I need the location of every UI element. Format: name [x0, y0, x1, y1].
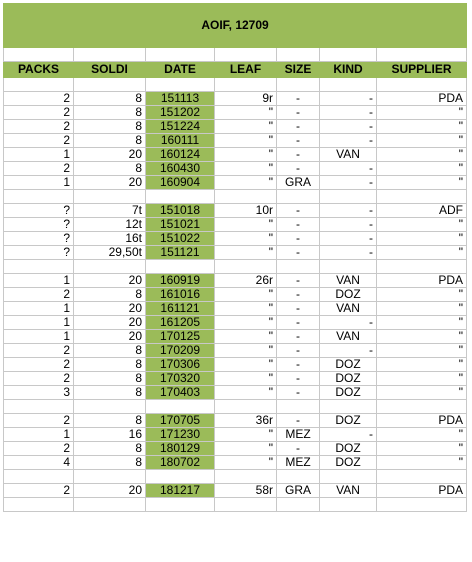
empty-cell[interactable]: [277, 190, 320, 204]
empty-cell[interactable]: [74, 78, 146, 92]
empty-cell[interactable]: [320, 48, 377, 62]
empty-cell[interactable]: [215, 260, 277, 274]
header-leaf[interactable]: LEAF: [215, 62, 277, 78]
kind-cell[interactable]: -: [320, 134, 377, 148]
kind-cell[interactable]: VAN: [320, 148, 377, 162]
kind-cell[interactable]: VAN: [320, 330, 377, 344]
empty-cell[interactable]: [74, 470, 146, 484]
table-row: [4, 246, 467, 260]
packs-cell[interactable]: ?: [4, 204, 74, 218]
empty-cell[interactable]: [320, 78, 377, 92]
soldi-cell[interactable]: 20: [74, 316, 146, 330]
soldi-cell[interactable]: 7t: [74, 204, 146, 218]
soldi-cell[interactable]: 8: [74, 456, 146, 470]
empty-cell[interactable]: [215, 78, 277, 92]
empty-cell[interactable]: [277, 470, 320, 484]
leaf-cell[interactable]: 10r: [215, 204, 277, 218]
kind-cell[interactable]: DOZ: [320, 456, 377, 470]
leaf-cell[interactable]: ": [215, 456, 277, 470]
leaf-cell[interactable]: ": [215, 232, 277, 246]
packs-cell[interactable]: 1: [4, 274, 74, 288]
soldi-cell[interactable]: 8: [74, 372, 146, 386]
supplier-cell[interactable]: PDA: [377, 92, 467, 106]
spacer-row: [4, 190, 467, 204]
size-cell[interactable]: -: [277, 344, 320, 358]
empty-cell[interactable]: [277, 78, 320, 92]
table-row: [4, 414, 467, 428]
table-row: [4, 92, 467, 106]
kind-cell[interactable]: -: [320, 428, 377, 442]
supplier-cell[interactable]: ": [377, 428, 467, 442]
leaf-cell[interactable]: ": [215, 316, 277, 330]
packs-cell[interactable]: 1: [4, 302, 74, 316]
kind-cell[interactable]: DOZ: [320, 372, 377, 386]
table-row: [4, 372, 467, 386]
soldi-cell[interactable]: 8: [74, 162, 146, 176]
soldi-cell[interactable]: 8: [74, 386, 146, 400]
leaf-cell[interactable]: ": [215, 330, 277, 344]
empty-cell[interactable]: [146, 400, 215, 414]
soldi-cell[interactable]: 16t: [74, 232, 146, 246]
soldi-cell[interactable]: 20: [74, 484, 146, 498]
header-size[interactable]: SIZE: [277, 62, 320, 78]
empty-cell[interactable]: [377, 190, 467, 204]
header-kind[interactable]: KIND: [320, 62, 377, 78]
leaf-cell[interactable]: ": [215, 442, 277, 456]
date-cell[interactable]: 151113: [146, 92, 215, 106]
empty-cell[interactable]: [74, 260, 146, 274]
leaf-cell[interactable]: ": [215, 106, 277, 120]
spacer-row: [4, 400, 467, 414]
date-cell[interactable]: 151121: [146, 246, 215, 260]
leaf-cell[interactable]: ": [215, 120, 277, 134]
table-row: [4, 274, 467, 288]
soldi-cell[interactable]: 8: [74, 358, 146, 372]
header-packs[interactable]: PACKS: [4, 62, 74, 78]
size-cell[interactable]: -: [277, 330, 320, 344]
header-date[interactable]: DATE: [146, 62, 215, 78]
date-cell[interactable]: 160919: [146, 274, 215, 288]
date-cell[interactable]: 160430: [146, 162, 215, 176]
packs-cell[interactable]: ?: [4, 246, 74, 260]
soldi-cell[interactable]: 20: [74, 274, 146, 288]
packs-cell[interactable]: 1: [4, 428, 74, 442]
empty-cell[interactable]: [74, 498, 146, 512]
empty-cell[interactable]: [377, 260, 467, 274]
header-supplier[interactable]: SUPPLIER: [377, 62, 467, 78]
packs-cell[interactable]: 2: [4, 372, 74, 386]
date-cell[interactable]: 151021: [146, 218, 215, 232]
size-cell[interactable]: -: [277, 358, 320, 372]
table-row: [4, 162, 467, 176]
size-cell[interactable]: -: [277, 302, 320, 316]
size-cell[interactable]: GRA: [277, 484, 320, 498]
date-cell[interactable]: 170705: [146, 414, 215, 428]
soldi-cell[interactable]: 8: [74, 120, 146, 134]
kind-cell[interactable]: -: [320, 92, 377, 106]
kind-cell[interactable]: -: [320, 176, 377, 190]
packs-cell[interactable]: 2: [4, 162, 74, 176]
kind-cell[interactable]: -: [320, 162, 377, 176]
empty-cell[interactable]: [215, 48, 277, 62]
empty-cell[interactable]: [74, 400, 146, 414]
table-row: [4, 456, 467, 470]
supplier-cell[interactable]: ": [377, 120, 467, 134]
supplier-cell[interactable]: ": [377, 442, 467, 456]
supplier-cell[interactable]: ": [377, 358, 467, 372]
empty-cell[interactable]: [320, 260, 377, 274]
empty-cell[interactable]: [146, 470, 215, 484]
empty-cell[interactable]: [320, 470, 377, 484]
empty-cell[interactable]: [74, 48, 146, 62]
date-cell[interactable]: 151022: [146, 232, 215, 246]
date-cell[interactable]: 161205: [146, 316, 215, 330]
soldi-cell[interactable]: 20: [74, 148, 146, 162]
kind-cell[interactable]: VAN: [320, 484, 377, 498]
supplier-cell[interactable]: PDA: [377, 414, 467, 428]
empty-cell[interactable]: [146, 78, 215, 92]
size-cell[interactable]: -: [277, 218, 320, 232]
packs-cell[interactable]: ?: [4, 218, 74, 232]
date-cell[interactable]: 180129: [146, 442, 215, 456]
date-cell[interactable]: 161121: [146, 302, 215, 316]
spacer-row: [4, 78, 467, 92]
soldi-cell[interactable]: 16: [74, 428, 146, 442]
date-cell[interactable]: 160124: [146, 148, 215, 162]
leaf-cell[interactable]: ": [215, 176, 277, 190]
header-row: [4, 62, 467, 78]
size-cell[interactable]: -: [277, 372, 320, 386]
table-row: [4, 302, 467, 316]
date-cell[interactable]: 171230: [146, 428, 215, 442]
empty-cell[interactable]: [320, 400, 377, 414]
size-cell[interactable]: -: [277, 246, 320, 260]
size-cell[interactable]: MEZ: [277, 428, 320, 442]
kind-cell[interactable]: DOZ: [320, 358, 377, 372]
supplier-cell[interactable]: ": [377, 162, 467, 176]
table-row: [4, 344, 467, 358]
packs-cell[interactable]: 2: [4, 484, 74, 498]
size-cell[interactable]: -: [277, 288, 320, 302]
supplier-cell[interactable]: ": [377, 344, 467, 358]
size-cell[interactable]: -: [277, 162, 320, 176]
size-cell[interactable]: -: [277, 106, 320, 120]
date-cell[interactable]: 161016: [146, 288, 215, 302]
packs-cell[interactable]: 2: [4, 358, 74, 372]
packs-cell[interactable]: 2: [4, 134, 74, 148]
soldi-cell[interactable]: 20: [74, 176, 146, 190]
soldi-cell[interactable]: 8: [74, 134, 146, 148]
kind-cell[interactable]: -: [320, 316, 377, 330]
empty-cell[interactable]: [277, 260, 320, 274]
table-row: [4, 428, 467, 442]
soldi-cell[interactable]: 20: [74, 330, 146, 344]
leaf-cell[interactable]: ": [215, 344, 277, 358]
leaf-cell[interactable]: ": [215, 288, 277, 302]
leaf-cell[interactable]: ": [215, 148, 277, 162]
empty-cell[interactable]: [215, 400, 277, 414]
leaf-cell[interactable]: ": [215, 358, 277, 372]
packs-cell[interactable]: 2: [4, 92, 74, 106]
packs-cell[interactable]: 1: [4, 316, 74, 330]
kind-cell[interactable]: DOZ: [320, 386, 377, 400]
empty-cell[interactable]: [377, 400, 467, 414]
table-row: [4, 120, 467, 134]
date-cell[interactable]: 151202: [146, 106, 215, 120]
table-row: [4, 386, 467, 400]
soldi-cell[interactable]: 20: [74, 302, 146, 316]
supplier-cell[interactable]: ": [377, 176, 467, 190]
spreadsheet: [3, 3, 466, 512]
soldi-cell[interactable]: 8: [74, 288, 146, 302]
supplier-cell[interactable]: ": [377, 106, 467, 120]
supplier-cell[interactable]: ": [377, 232, 467, 246]
empty-cell[interactable]: [377, 498, 467, 512]
title-row: [4, 4, 467, 48]
empty-cell[interactable]: [4, 498, 74, 512]
packs-cell[interactable]: 2: [4, 288, 74, 302]
packs-cell[interactable]: 2: [4, 106, 74, 120]
date-cell[interactable]: 170306: [146, 358, 215, 372]
empty-cell[interactable]: [377, 78, 467, 92]
empty-cell[interactable]: [215, 190, 277, 204]
packs-cell[interactable]: 1: [4, 148, 74, 162]
supplier-cell[interactable]: ": [377, 134, 467, 148]
packs-cell[interactable]: 4: [4, 456, 74, 470]
table-row: [4, 134, 467, 148]
leaf-cell[interactable]: ": [215, 302, 277, 316]
size-cell[interactable]: MEZ: [277, 456, 320, 470]
soldi-cell[interactable]: 8: [74, 344, 146, 358]
supplier-cell[interactable]: ADF: [377, 204, 467, 218]
packs-cell[interactable]: 1: [4, 176, 74, 190]
empty-cell[interactable]: [320, 498, 377, 512]
kind-cell[interactable]: VAN: [320, 302, 377, 316]
leaf-cell[interactable]: ": [215, 386, 277, 400]
empty-cell[interactable]: [146, 48, 215, 62]
kind-cell[interactable]: -: [320, 106, 377, 120]
leaf-cell[interactable]: ": [215, 218, 277, 232]
spacer-row: [4, 260, 467, 274]
supplier-cell[interactable]: ": [377, 148, 467, 162]
empty-cell[interactable]: [146, 498, 215, 512]
table-row: [4, 176, 467, 190]
spacer-row: [4, 498, 467, 512]
table-row: [4, 288, 467, 302]
kind-cell[interactable]: -: [320, 120, 377, 134]
empty-cell[interactable]: [215, 470, 277, 484]
supplier-cell[interactable]: ": [377, 316, 467, 330]
supplier-cell[interactable]: ": [377, 456, 467, 470]
table-row: [4, 204, 467, 218]
leaf-cell[interactable]: 26r: [215, 274, 277, 288]
packs-cell[interactable]: 2: [4, 344, 74, 358]
table-row: [4, 316, 467, 330]
spacer-row: [4, 470, 467, 484]
table-row: [4, 358, 467, 372]
empty-cell[interactable]: [277, 48, 320, 62]
empty-cell[interactable]: [377, 470, 467, 484]
date-cell[interactable]: 170125: [146, 330, 215, 344]
table-row: [4, 442, 467, 456]
date-cell[interactable]: 181217: [146, 484, 215, 498]
packs-cell[interactable]: 2: [4, 442, 74, 456]
size-cell[interactable]: -: [277, 148, 320, 162]
empty-cell[interactable]: [146, 190, 215, 204]
date-cell[interactable]: 170209: [146, 344, 215, 358]
date-cell[interactable]: 160904: [146, 176, 215, 190]
leaf-cell[interactable]: ": [215, 428, 277, 442]
sheet-title[interactable]: AOIF, 12709: [4, 4, 467, 48]
date-cell[interactable]: 180702: [146, 456, 215, 470]
soldi-cell[interactable]: 8: [74, 92, 146, 106]
header-soldi[interactable]: SOLDI: [74, 62, 146, 78]
size-cell[interactable]: -: [277, 386, 320, 400]
date-cell[interactable]: 170320: [146, 372, 215, 386]
ledger-table: [3, 3, 467, 512]
empty-cell[interactable]: [215, 498, 277, 512]
supplier-cell[interactable]: ": [377, 302, 467, 316]
size-cell[interactable]: -: [277, 134, 320, 148]
packs-cell[interactable]: 3: [4, 386, 74, 400]
leaf-cell[interactable]: 9r: [215, 92, 277, 106]
supplier-cell[interactable]: ": [377, 386, 467, 400]
date-cell[interactable]: 170403: [146, 386, 215, 400]
supplier-cell[interactable]: ": [377, 246, 467, 260]
supplier-cell[interactable]: PDA: [377, 274, 467, 288]
kind-cell[interactable]: -: [320, 204, 377, 218]
empty-cell[interactable]: [4, 48, 74, 62]
kind-cell[interactable]: -: [320, 232, 377, 246]
empty-cell[interactable]: [4, 260, 74, 274]
soldi-cell[interactable]: 8: [74, 414, 146, 428]
soldi-cell[interactable]: 29,50t: [74, 246, 146, 260]
size-cell[interactable]: GRA: [277, 176, 320, 190]
size-cell[interactable]: -: [277, 316, 320, 330]
empty-cell[interactable]: [146, 260, 215, 274]
empty-cell[interactable]: [320, 190, 377, 204]
packs-cell[interactable]: 1: [4, 330, 74, 344]
supplier-cell[interactable]: ": [377, 288, 467, 302]
table-row: [4, 106, 467, 120]
soldi-cell[interactable]: 8: [74, 442, 146, 456]
packs-cell[interactable]: ?: [4, 232, 74, 246]
date-cell[interactable]: 151224: [146, 120, 215, 134]
table-row: [4, 232, 467, 246]
size-cell[interactable]: -: [277, 414, 320, 428]
supplier-cell[interactable]: ": [377, 330, 467, 344]
leaf-cell[interactable]: 58r: [215, 484, 277, 498]
empty-cell[interactable]: [74, 190, 146, 204]
leaf-cell[interactable]: ": [215, 246, 277, 260]
leaf-cell[interactable]: 36r: [215, 414, 277, 428]
empty-cell[interactable]: [377, 48, 467, 62]
leaf-cell[interactable]: ": [215, 372, 277, 386]
leaf-cell[interactable]: ": [215, 162, 277, 176]
empty-cell[interactable]: [277, 400, 320, 414]
supplier-cell[interactable]: ": [377, 372, 467, 386]
table-row: [4, 484, 467, 498]
size-cell[interactable]: -: [277, 274, 320, 288]
supplier-cell[interactable]: ": [377, 218, 467, 232]
date-cell[interactable]: 151018: [146, 204, 215, 218]
supplier-cell[interactable]: PDA: [377, 484, 467, 498]
size-cell[interactable]: -: [277, 442, 320, 456]
table-row: [4, 148, 467, 162]
kind-cell[interactable]: -: [320, 344, 377, 358]
kind-cell[interactable]: VAN: [320, 274, 377, 288]
empty-cell[interactable]: [4, 78, 74, 92]
empty-cell[interactable]: [4, 400, 74, 414]
packs-cell[interactable]: 2: [4, 120, 74, 134]
empty-cell[interactable]: [4, 190, 74, 204]
spacer-row: [4, 48, 467, 62]
table-row: [4, 218, 467, 232]
soldi-cell[interactable]: 12t: [74, 218, 146, 232]
leaf-cell[interactable]: ": [215, 134, 277, 148]
soldi-cell[interactable]: 8: [74, 106, 146, 120]
size-cell[interactable]: -: [277, 232, 320, 246]
size-cell[interactable]: -: [277, 204, 320, 218]
kind-cell[interactable]: -: [320, 246, 377, 260]
kind-cell[interactable]: DOZ: [320, 414, 377, 428]
table-row: [4, 330, 467, 344]
kind-cell[interactable]: -: [320, 218, 377, 232]
kind-cell[interactable]: DOZ: [320, 442, 377, 456]
date-cell[interactable]: 160111: [146, 134, 215, 148]
size-cell[interactable]: -: [277, 120, 320, 134]
empty-cell[interactable]: [4, 470, 74, 484]
packs-cell[interactable]: 2: [4, 414, 74, 428]
empty-cell[interactable]: [277, 498, 320, 512]
kind-cell[interactable]: DOZ: [320, 288, 377, 302]
size-cell[interactable]: -: [277, 92, 320, 106]
